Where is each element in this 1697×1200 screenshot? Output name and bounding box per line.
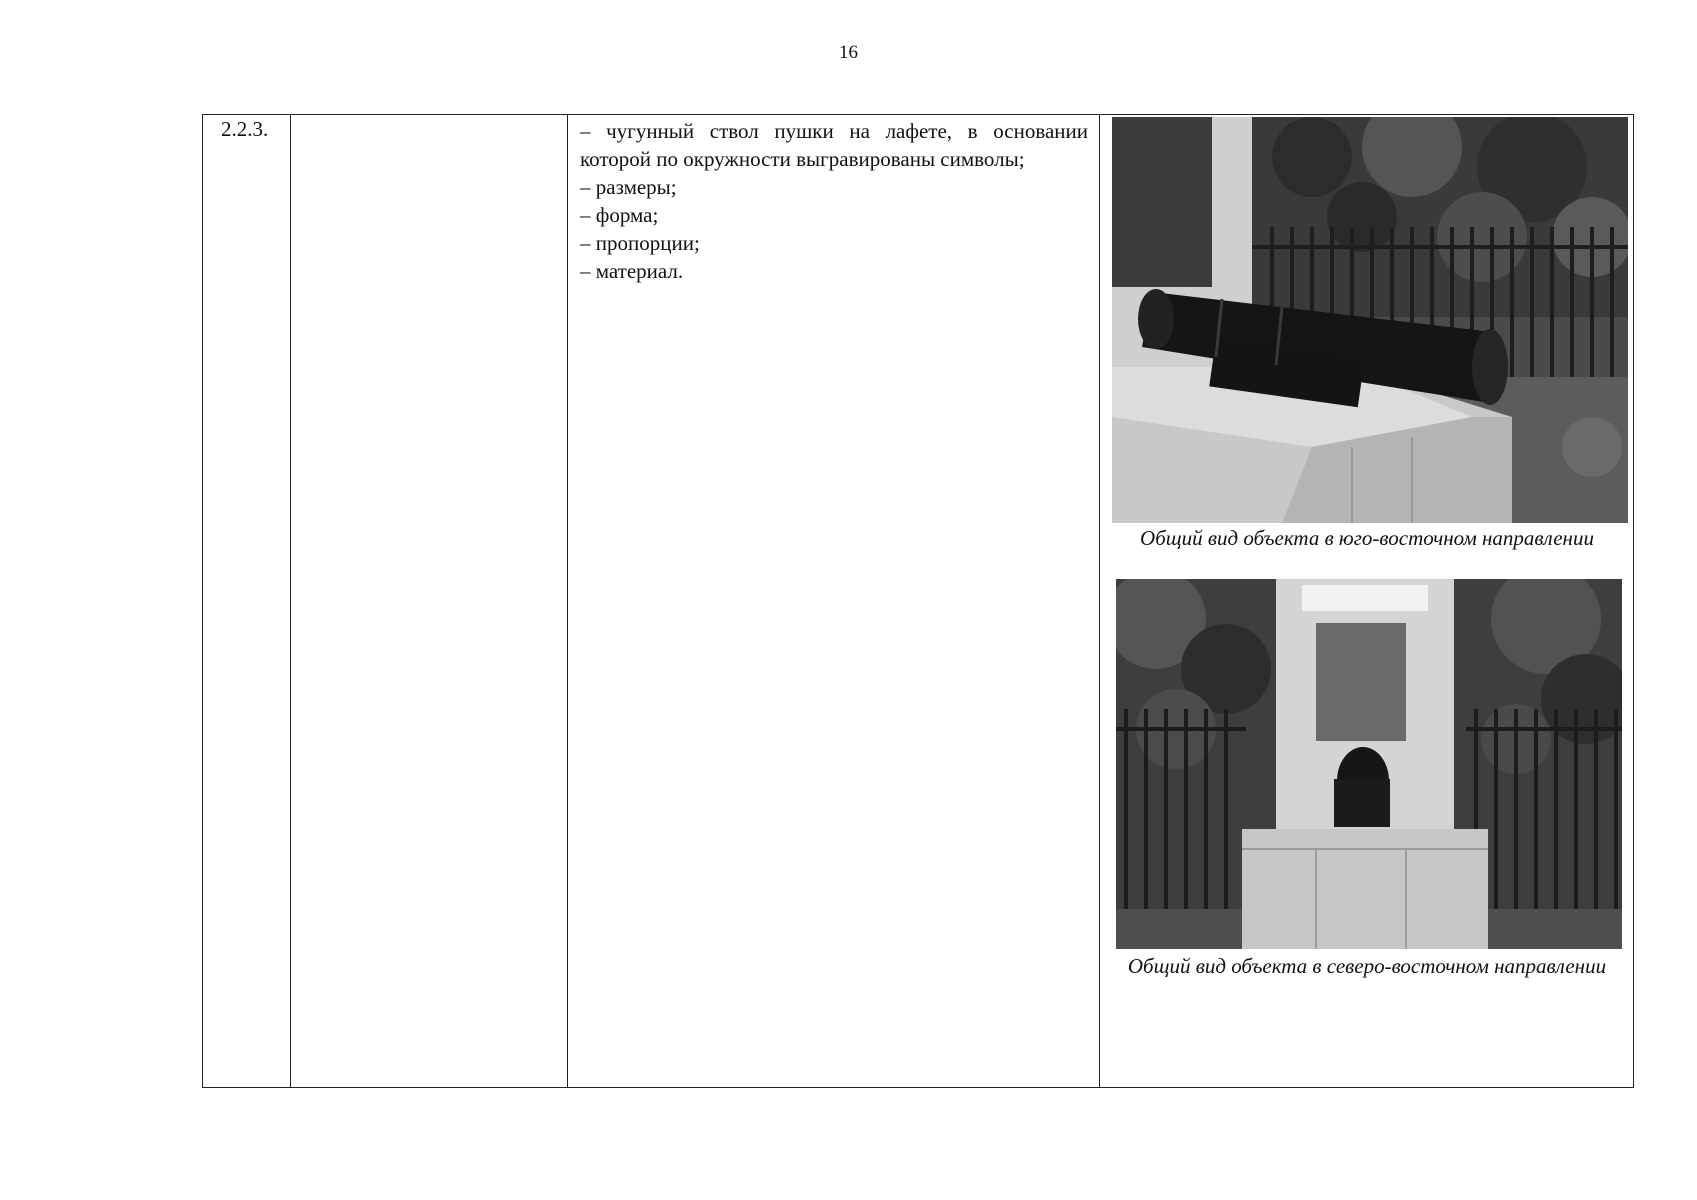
description-item: – материал. <box>580 259 684 283</box>
description-list <box>580 117 1088 285</box>
photo-south-east <box>1112 117 1628 523</box>
description-item: – чугунный ствол пушки на лафете, в основании которой по окружности выгравированы символы; <box>580 119 1088 171</box>
row-number-cell <box>203 115 291 1087</box>
photo-cell <box>1100 115 1633 1087</box>
photo-north-east <box>1116 579 1622 949</box>
photo-caption: Общий вид объекта в северо-восточном направлении <box>1127 954 1607 978</box>
description-item: – размеры; <box>580 175 677 199</box>
description-item: – пропорции; <box>580 231 700 255</box>
object-name-cell <box>291 115 568 1087</box>
description-cell <box>568 115 1100 1087</box>
description-item: – форма; <box>580 203 659 227</box>
page-number: 16 <box>839 42 858 63</box>
monument-table <box>202 114 1634 1088</box>
row-number: 2.2.3. <box>221 117 269 141</box>
photo-caption: Общий вид объекта в юго-восточном направлении <box>1140 526 1594 550</box>
